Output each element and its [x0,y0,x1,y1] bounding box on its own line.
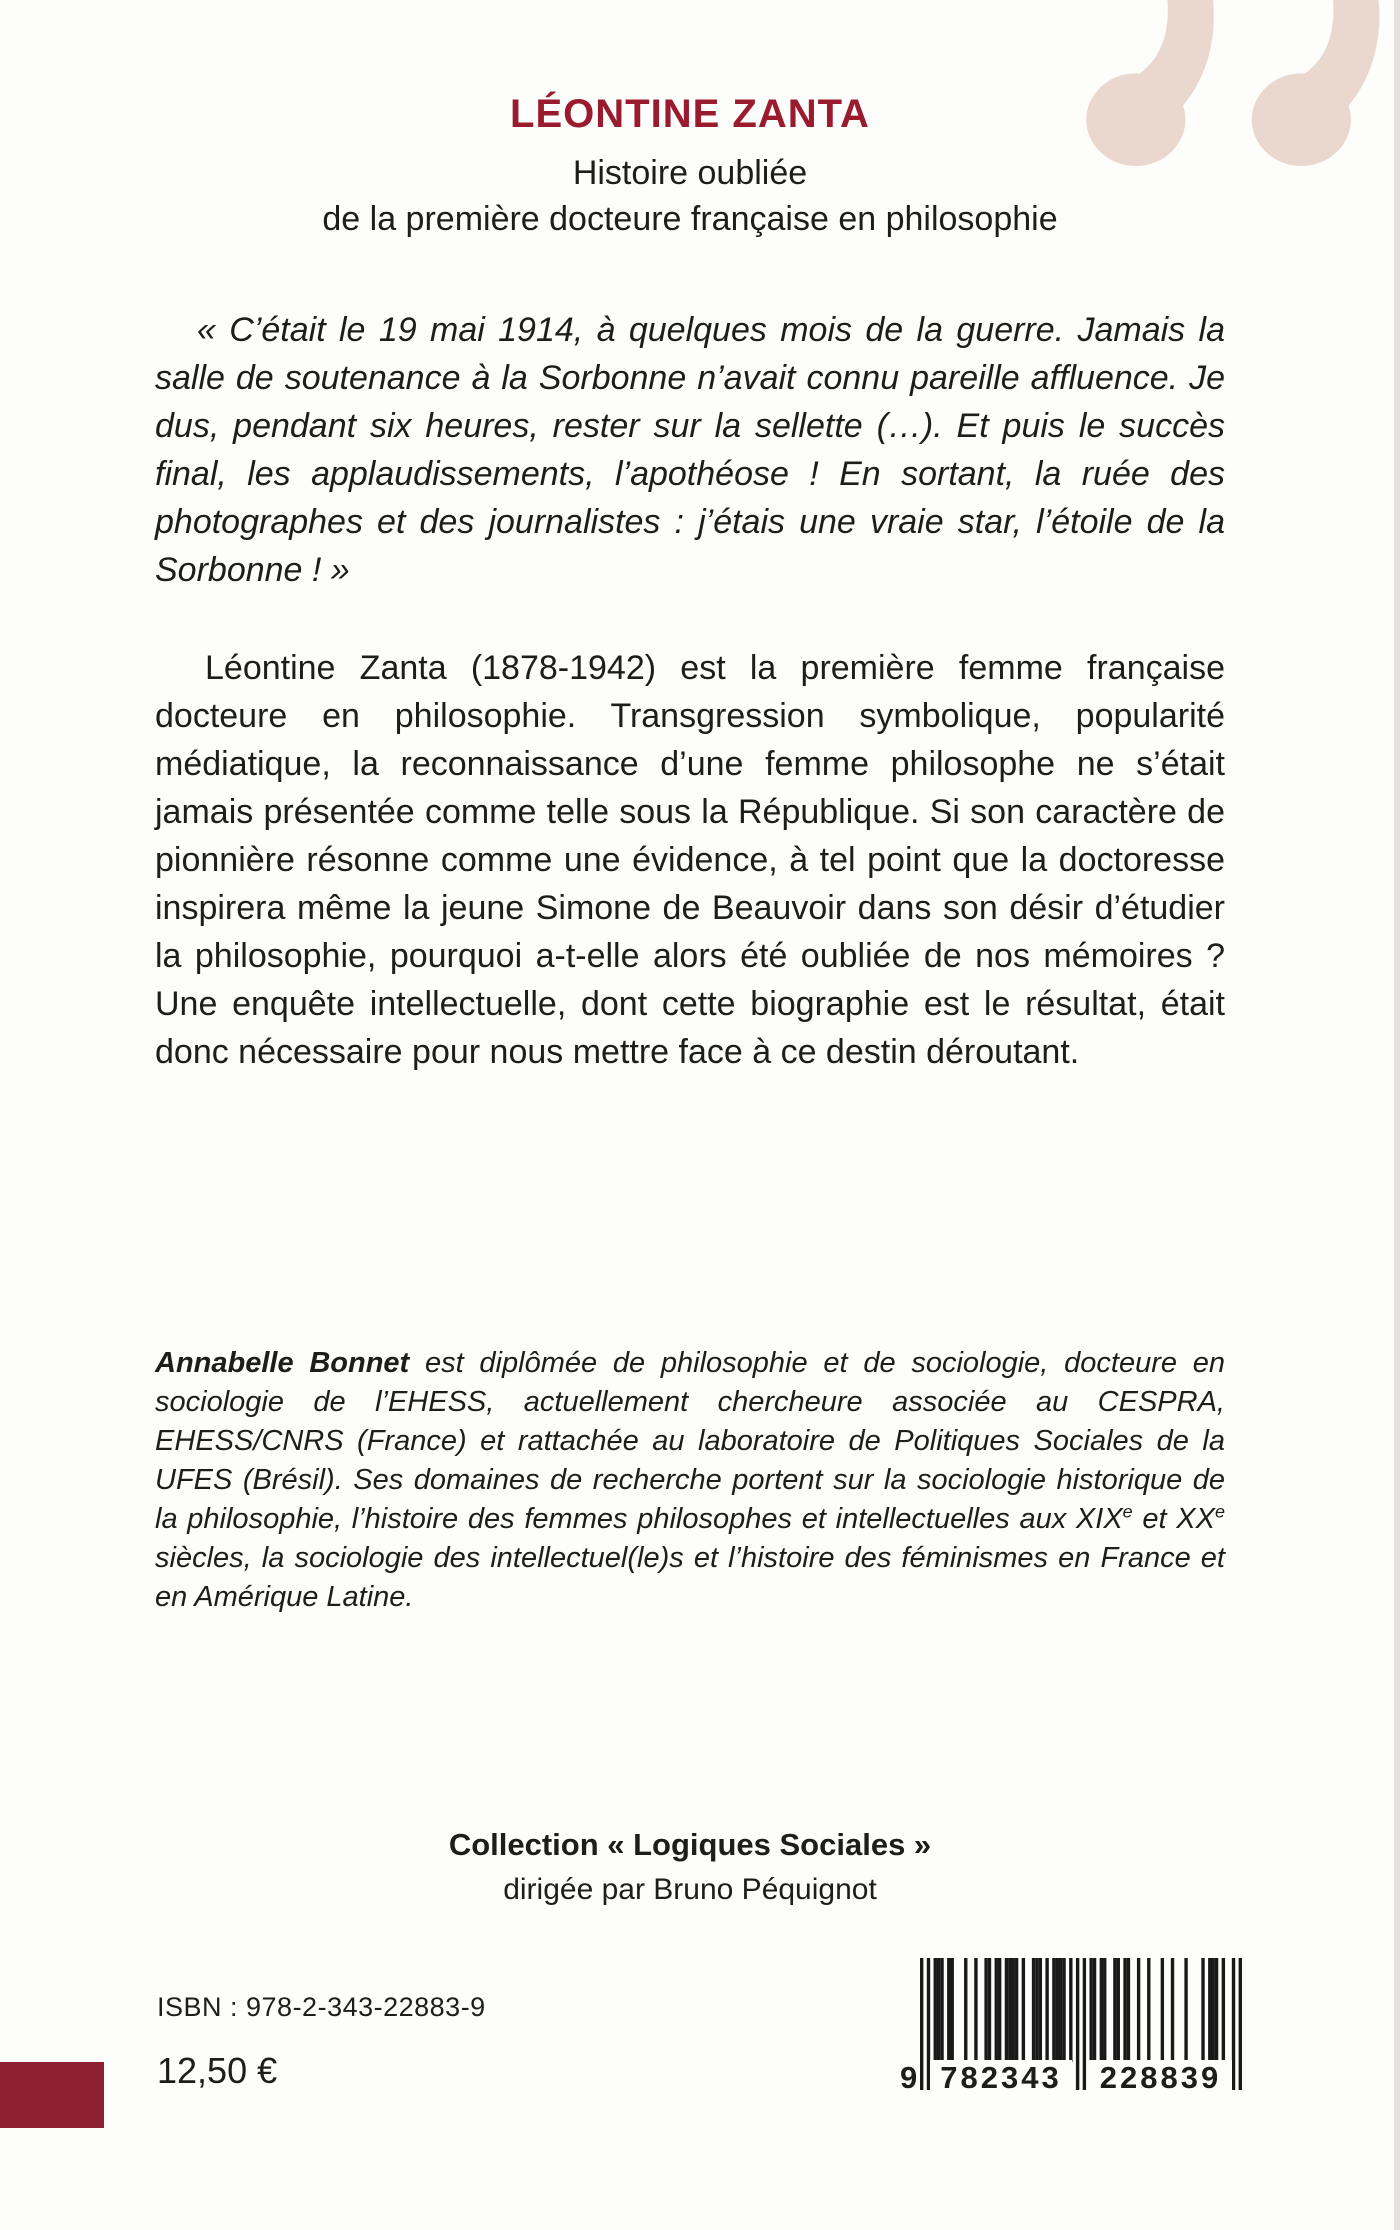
back-cover-quote: « C’était le 19 mai 1914, à quelques mois de la guerre. Jamais la salle de soutenance à la Sorbonne n’avait connu pareille affluence. Je dus, pendant six heures, rester sur la sellette (…). Et puis le succès final, les applaudissements, l’apothéose ! En sortant, la ruée des photographes et des journalistes : j’étais une vraie star, l’étoile de la Sorbonne ! » [155,311,1225,589]
collection-block [155,1822,1225,1912]
barcode-digit-leading: 9 [900,2060,921,2095]
subtitle-line-1: Histoire oubliée [572,154,808,192]
isbn-text: ISBN : 978-2-343-22883-9 [157,1992,486,2022]
barcode-number [900,2058,1244,2098]
ean-barcode [900,1958,1244,2102]
synopsis-paragraph: Léontine Zanta (1878-1942) est la première femme française docteure en philosophie. Transgression symbolique, popularité médiatique, la reconnaissance d’une femme philosophe ne s’était jamais présentée comme telle sous la République. Si son caractère de pionnière résonne comme une évidence, à tel point que la doctoresse inspirera même la jeune Simone de Beauvoir dans son désir d’étudier la philosophie, pourquoi a-t-elle alors été oubliée de nos mémoires ? Une enquête intellectuelle, dont cette biographie est le résultat, était donc nécessaire pour nous mettre face à ce destin déroutant. [155,649,1225,1071]
barcode-group-2: 228839 [1089,2060,1232,2096]
collection-director: dirigée par Bruno Péquignot [503,1873,877,1906]
page-edge-shading [1394,0,1400,2230]
page-title: LÉONTINE ZANTA [510,92,870,136]
subtitle-line-2: de la première docteure française en philosophie [322,200,1058,238]
barcode-group-1: 782343 [930,2060,1072,2096]
author-bio: Annabelle Bonnet est diplômée de philosophie et de sociologie, docteure en sociologie de l’EHESS, actuellement chercheure associée au CESPRA, EHESS/CNRS (France) et rattachée au laboratoire de Politiques Sociales de la UFES (Brésil). Ses domaines de recherche portent sur la sociologie historique de la philosophie, l’histoire des femmes philosophes et intellectuelles aux XIXe et XXe siècles, la sociologie des intellectuel(le)s et l’histoire des féminismes en France et en Amérique Latine. [155,1347,1225,1613]
collection-title: Collection « Logiques Sociales » [448,1827,932,1862]
price-text: 12,50 € [157,2050,278,2091]
header [155,92,1225,242]
spine-color-block [0,2062,104,2128]
